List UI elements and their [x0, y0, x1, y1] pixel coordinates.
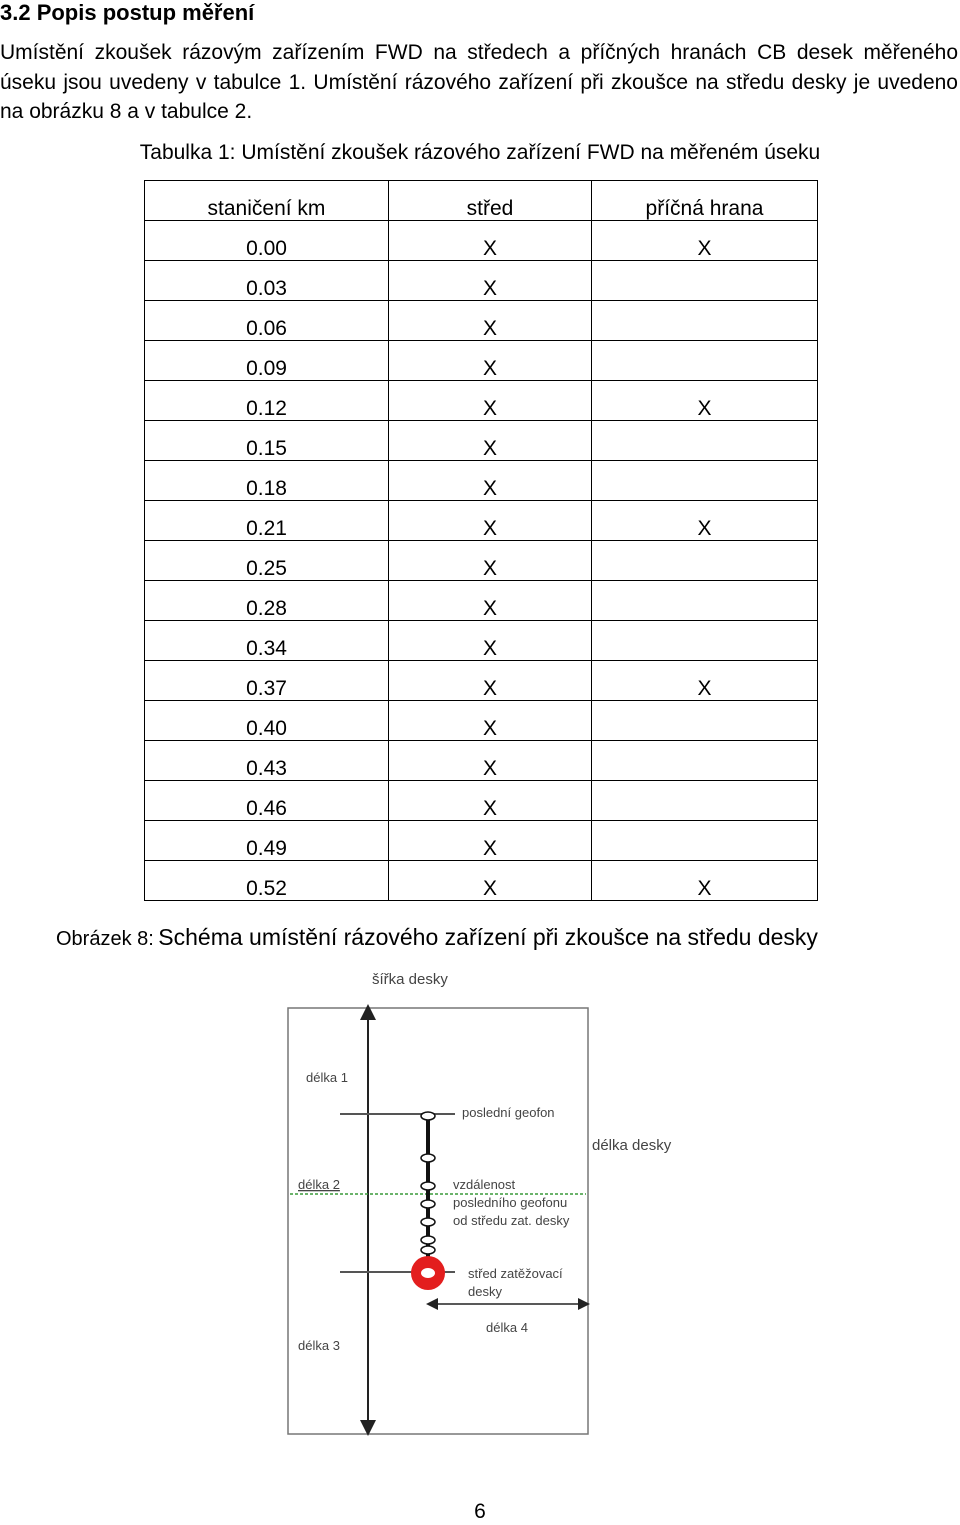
geophone — [421, 1154, 435, 1162]
geophone — [421, 1182, 435, 1190]
cell-transverse-edge — [592, 301, 818, 341]
cell-center: X — [389, 501, 592, 541]
cell-station: 0.09 — [145, 341, 389, 381]
loading-plate-hole — [421, 1268, 435, 1278]
cell-station: 0.15 — [145, 421, 389, 461]
cell-transverse-edge — [592, 781, 818, 821]
cell-transverse-edge — [592, 341, 818, 381]
geophone — [421, 1112, 435, 1120]
label-sirka-desky: šířka desky — [372, 971, 448, 988]
cell-center: X — [389, 301, 592, 341]
label-vzdalenost-2: posledního geofonu — [453, 1195, 568, 1210]
cell-station: 0.46 — [145, 781, 389, 821]
cell-center: X — [389, 221, 592, 261]
table-row — [145, 821, 818, 861]
table-row — [145, 541, 818, 581]
header-station: staničení km — [145, 181, 389, 221]
cell-center: X — [389, 341, 592, 381]
section-heading: 3.2 Popis postup měření — [0, 0, 255, 25]
cell-transverse-edge: X — [592, 861, 818, 901]
table-row — [145, 221, 818, 261]
cell-station: 0.25 — [145, 541, 389, 581]
figure-caption-label: Obrázek 8: — [56, 928, 154, 950]
geophone — [421, 1218, 435, 1226]
table-row — [145, 261, 818, 301]
cell-center: X — [389, 541, 592, 581]
table-row — [145, 861, 818, 901]
table-row — [145, 301, 818, 341]
cell-transverse-edge — [592, 701, 818, 741]
table-row — [145, 581, 818, 621]
table-row — [145, 621, 818, 661]
cell-transverse-edge: X — [592, 501, 818, 541]
cell-center: X — [389, 381, 592, 421]
cell-station: 0.43 — [145, 741, 389, 781]
cell-center: X — [389, 261, 592, 301]
cell-center: X — [389, 781, 592, 821]
table-row — [145, 461, 818, 501]
cell-transverse-edge — [592, 621, 818, 661]
cell-station: 0.00 — [145, 221, 389, 261]
table-row — [145, 701, 818, 741]
label-delka-3: délka 3 — [298, 1338, 340, 1353]
table-row — [145, 661, 818, 701]
cell-station: 0.37 — [145, 661, 389, 701]
cell-transverse-edge — [592, 261, 818, 301]
table-header-row — [145, 181, 818, 221]
cell-station: 0.28 — [145, 581, 389, 621]
cell-center: X — [389, 661, 592, 701]
cell-center: X — [389, 741, 592, 781]
page-number: 6 — [474, 1500, 486, 1523]
label-delka-desky: délka desky — [592, 1137, 672, 1154]
cell-station: 0.49 — [145, 821, 389, 861]
label-stred-1: střed zatěžovací — [468, 1266, 563, 1281]
cell-station: 0.34 — [145, 621, 389, 661]
cell-center: X — [389, 421, 592, 461]
label-posledni-geofon: poslední geofon — [462, 1105, 555, 1120]
geophone — [421, 1236, 435, 1244]
geophone — [421, 1200, 435, 1208]
cell-center: X — [389, 701, 592, 741]
cell-station: 0.40 — [145, 701, 389, 741]
cell-transverse-edge: X — [592, 661, 818, 701]
cell-center: X — [389, 461, 592, 501]
figure-caption-text: Schéma umístění rázového zařízení při zkoušce na středu desky — [158, 924, 818, 950]
table-row — [145, 501, 818, 541]
cell-transverse-edge — [592, 581, 818, 621]
table-row — [145, 741, 818, 781]
cell-transverse-edge: X — [592, 221, 818, 261]
label-vzdalenost-3: od středu zat. desky — [453, 1213, 570, 1228]
label-delka-1: délka 1 — [306, 1070, 348, 1085]
table-caption: Tabulka 1: Umístění zkoušek rázového zařízení FWD na měřeném úseku — [139, 141, 821, 164]
cell-station: 0.06 — [145, 301, 389, 341]
table-row — [145, 421, 818, 461]
figure-caption — [56, 924, 818, 951]
label-vzdalenost-1: vzdálenost — [453, 1177, 516, 1192]
label-stred-2: desky — [468, 1284, 502, 1299]
fwd-locations-table — [144, 180, 818, 901]
cell-station: 0.21 — [145, 501, 389, 541]
cell-transverse-edge — [592, 541, 818, 581]
cell-center: X — [389, 821, 592, 861]
cell-center: X — [389, 861, 592, 901]
cell-transverse-edge — [592, 461, 818, 501]
cell-center: X — [389, 581, 592, 621]
table-row — [145, 781, 818, 821]
table-row — [145, 341, 818, 381]
cell-station: 0.52 — [145, 861, 389, 901]
cell-center: X — [389, 621, 592, 661]
cell-station: 0.12 — [145, 381, 389, 421]
cell-station: 0.18 — [145, 461, 389, 501]
table-row — [145, 381, 818, 421]
label-delka-2: délka 2 — [298, 1177, 340, 1192]
cell-transverse-edge — [592, 741, 818, 781]
cell-station: 0.03 — [145, 261, 389, 301]
header-transverse-edge: příčná hrana — [592, 181, 818, 221]
cell-transverse-edge — [592, 821, 818, 861]
geophone — [421, 1246, 435, 1254]
fwd-placement-scheme — [0, 960, 960, 1450]
label-delka-4: délka 4 — [486, 1320, 528, 1335]
intro-paragraph: Umístění zkoušek rázovým zařízením FWD na středech a příčných hranách CB desek měřeného úseku jsou uvedeny v tabulce 1. Umístění rázového zařízení při zkoušce na středu desky je uvedeno na obrázku 8 a v tabulce 2. — [0, 41, 958, 123]
header-center: střed — [389, 181, 592, 221]
cell-transverse-edge: X — [592, 381, 818, 421]
cell-transverse-edge — [592, 421, 818, 461]
